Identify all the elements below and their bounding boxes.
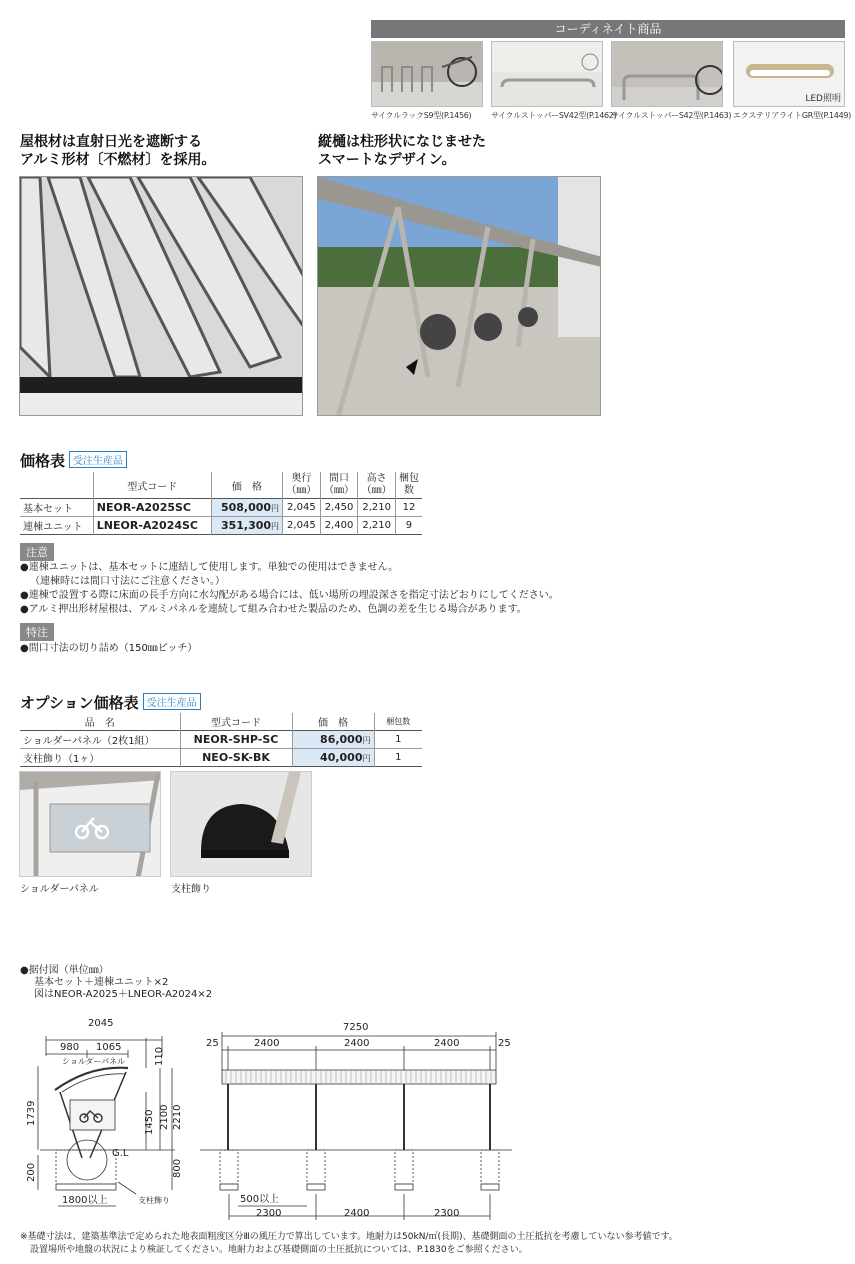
coordinate-caption-1: サイクルラックS9型(P.1456) bbox=[371, 111, 472, 120]
opt-col-name: 品 名 bbox=[84, 718, 115, 729]
notice-line: ●アルミ押出形材屋根は、アルミパネルを連続して組み合わせた製品のため、色調の差を生じる場合があります。 bbox=[20, 604, 527, 615]
opt-row-name: ショルダーパネル（2枚1組） bbox=[23, 736, 155, 747]
dim-front-total: 7250 bbox=[343, 1022, 369, 1033]
dim-front-e2: 25 bbox=[498, 1038, 511, 1049]
col-code: 型式コード bbox=[93, 472, 211, 499]
row-yen: 円 bbox=[271, 504, 280, 513]
row-height: 2,210 bbox=[358, 499, 396, 517]
drawing-header bbox=[20, 965, 212, 1001]
feature-roof-line1: 屋根材は直射日光を遮断する bbox=[20, 134, 202, 150]
table-row bbox=[20, 749, 422, 767]
row-price: 508,000 bbox=[220, 501, 272, 514]
coordinate-caption-3: サイクルストッパーS42型(P.1463) bbox=[611, 111, 732, 120]
dim-h1739: 1739 bbox=[26, 1100, 37, 1126]
table-row bbox=[20, 499, 422, 517]
option-table bbox=[20, 713, 422, 767]
dim-side-ornament: 支柱飾り bbox=[138, 1196, 170, 1205]
col-price: 価 格 bbox=[211, 472, 282, 499]
row-price: 351,300 bbox=[220, 519, 272, 532]
opt-row-code: NEO-SK-BK bbox=[180, 749, 292, 767]
notice-line: ●連棟で設置する際に床面の長手方向に水勾配がある場合には、低い場所の埋設深さを指定寸法どおりにしてください。 bbox=[20, 590, 559, 601]
opt-col-code: 型式コード bbox=[180, 713, 292, 731]
option-table-heading: オプション価格表 bbox=[20, 694, 139, 712]
col-pack-1: 梱包 bbox=[398, 473, 419, 484]
row-code: LNEOR-A2024SC bbox=[93, 517, 211, 535]
opt-row-yen: 円 bbox=[362, 736, 371, 745]
dim-h110: 110 bbox=[154, 1046, 165, 1066]
dim-side-panel: ショルダーパネル bbox=[62, 1057, 126, 1066]
drawing-subtitle-2: 図はNEOR-A2025＋LNEOR-A2024×2 bbox=[34, 989, 213, 1000]
price-table-title bbox=[20, 450, 127, 471]
opt-row-pack: 1 bbox=[374, 731, 422, 749]
led-badge: LED照明 bbox=[805, 94, 841, 104]
row-pack: 9 bbox=[395, 517, 422, 535]
cycle-stopper-s42-photo bbox=[611, 41, 723, 107]
feature-gutter bbox=[318, 133, 486, 169]
dim-side-gl: G.L bbox=[112, 1148, 129, 1159]
coordinate-caption-4: エクステリアライトGR型(P.1449) bbox=[733, 111, 851, 120]
opt-row-yen: 円 bbox=[362, 754, 371, 763]
dim-h2100: 2100 bbox=[159, 1104, 170, 1130]
row-height: 2,210 bbox=[358, 517, 396, 535]
dim-h200: 200 bbox=[26, 1162, 37, 1182]
opt-row-code: NEOR-SHP-SC bbox=[180, 731, 292, 749]
opt-col-price: 価 格 bbox=[292, 713, 374, 731]
footnote-line-2: 設置場所や地盤の状況により検証してください。地耐力および基礎側面の土圧抵抗については、P.1830をご参照ください。 bbox=[30, 1245, 528, 1255]
col-width: 間口 bbox=[329, 473, 349, 484]
dim-front-s2: 2400 bbox=[344, 1038, 370, 1049]
row-width: 2,450 bbox=[320, 499, 358, 517]
special-order-line: ●間口寸法の切り詰め（150㎜ピッチ） bbox=[20, 643, 198, 654]
dim-h800: 800 bbox=[172, 1158, 183, 1178]
dim-side-b: 1065 bbox=[96, 1042, 122, 1053]
row-code: NEOR-A2025SC bbox=[93, 499, 211, 517]
drawing-subtitle-1: 基本セット＋連棟ユニット×2 bbox=[34, 977, 169, 988]
notice-tag: 注意 bbox=[20, 543, 54, 561]
post-ornament-photo bbox=[170, 771, 312, 877]
cycle-stopper-sv42-photo bbox=[491, 41, 603, 107]
shoulder-panel-caption: ショルダーパネル bbox=[20, 884, 99, 895]
dim-front-b1: 2300 bbox=[256, 1208, 282, 1219]
col-depth: 奥行 bbox=[291, 473, 312, 484]
dim-side-a: 980 bbox=[60, 1042, 80, 1053]
dim-front-b3: 2300 bbox=[434, 1208, 460, 1219]
row-name: 基本セット bbox=[23, 504, 73, 515]
footnote-line-1: ※基礎寸法は、建築基準法で定められた地表面粗度区分Ⅲの風圧力で算出しています。地耐力は50kN/㎡(長期)、基礎側面の土圧抵抗を考慮していない参考値です。 bbox=[20, 1232, 678, 1242]
special-order-tag: 特注 bbox=[20, 623, 54, 641]
coordinate-title: コーディネイト商品 bbox=[371, 20, 845, 38]
opt-row-price: 40,000 bbox=[320, 751, 363, 764]
opt-row-price: 86,000 bbox=[320, 733, 363, 746]
col-pack-2: 数 bbox=[403, 485, 414, 496]
footnote bbox=[20, 1231, 678, 1257]
row-depth: 2,045 bbox=[283, 499, 321, 517]
table-row bbox=[20, 517, 422, 535]
notice-line: ●連棟ユニットは、基本セットに連結して使用します。単独での使用はできません。 bbox=[20, 562, 399, 573]
roof-closeup-photo bbox=[19, 176, 303, 416]
opt-col-pack: 梱包数 bbox=[374, 713, 422, 731]
notice-list bbox=[20, 561, 559, 617]
row-name: 連棟ユニット bbox=[23, 522, 83, 533]
dim-side-base: 1800以上 bbox=[62, 1195, 108, 1206]
row-yen: 円 bbox=[271, 522, 280, 531]
price-table bbox=[20, 472, 422, 535]
dim-h2210: 2210 bbox=[172, 1104, 183, 1130]
row-depth: 2,045 bbox=[283, 517, 321, 535]
exterior-light-photo bbox=[733, 41, 845, 107]
price-table-heading: 価格表 bbox=[20, 452, 66, 470]
post-ornament-caption: 支柱飾り bbox=[171, 884, 211, 895]
option-made-to-order-badge: 受注生産品 bbox=[143, 693, 201, 710]
feature-roof-line2: アルミ形材〔不燃材〕を採用。 bbox=[20, 152, 216, 168]
installed-cycle-port-photo bbox=[317, 176, 601, 416]
table-row bbox=[20, 731, 422, 749]
feature-gutter-line2: スマートなデザイン。 bbox=[318, 152, 456, 168]
notice-line: （連棟時には間口寸法にご注意ください。） bbox=[30, 576, 225, 587]
dim-side-total: 2045 bbox=[88, 1018, 114, 1029]
installation-drawing bbox=[0, 1010, 855, 1225]
row-width: 2,400 bbox=[320, 517, 358, 535]
front-view bbox=[200, 1032, 512, 1220]
dim-h1450: 1450 bbox=[144, 1109, 155, 1135]
cycle-rack-photo bbox=[371, 41, 483, 107]
drawing-title: ●据付図（単位㎜） bbox=[20, 965, 109, 976]
option-table-title bbox=[20, 692, 201, 713]
col-height: 高さ bbox=[366, 473, 387, 484]
dim-front-b2: 2400 bbox=[344, 1208, 370, 1219]
dim-front-e1: 25 bbox=[206, 1038, 219, 1049]
col-depth-unit: （㎜） bbox=[286, 485, 317, 496]
opt-row-pack: 1 bbox=[374, 749, 422, 767]
coordinate-caption-2: サイクルストッパーSV42型(P.1462) bbox=[491, 111, 617, 120]
col-width-unit: （㎜） bbox=[324, 485, 354, 496]
dim-front-min: 500以上 bbox=[240, 1194, 280, 1205]
dim-front-s3: 2400 bbox=[434, 1038, 460, 1049]
row-pack: 12 bbox=[395, 499, 422, 517]
feature-gutter-line1: 縦樋は柱形状になじませた bbox=[318, 134, 486, 150]
col-height-unit: （㎜） bbox=[361, 485, 392, 496]
feature-roof bbox=[20, 133, 215, 169]
dim-front-s1: 2400 bbox=[254, 1038, 280, 1049]
shoulder-panel-photo bbox=[19, 771, 161, 877]
made-to-order-badge: 受注生産品 bbox=[69, 451, 127, 468]
opt-row-name: 支柱飾り（1ヶ） bbox=[23, 754, 100, 765]
